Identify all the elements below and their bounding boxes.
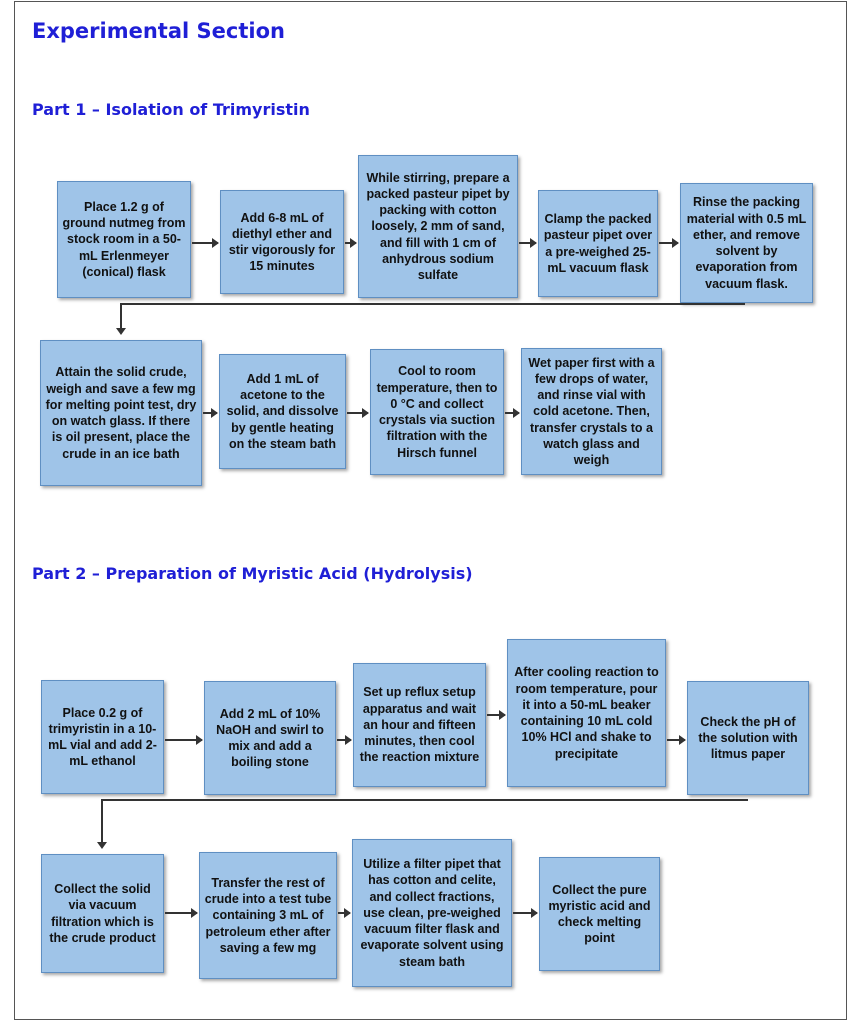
part1-arrow-1-2 [192,242,218,244]
part1-arrow-4-5 [659,242,678,244]
part1-step-5: Rinse the packing material with 0.5 mL ether, and remove solvent by evaporation from vacuum flask. [680,183,813,303]
part2-step-8: Utilize a filter pipet that has cotton and celite, and collect fractions, use clean, pre-weighed vacuum filter flask and evaporate solvent using steam bath [352,839,512,987]
part1-arrow-3-4 [519,242,536,244]
part2-step-6: Collect the solid via vacuum filtration which is the crude product [41,854,164,973]
part1-connector-vertical [120,303,122,329]
part2-connector-horizontal [102,799,748,801]
part1-step-1: Place 1.2 g of ground nutmeg from stock room in a 50-mL Erlenmeyer (conical) flask [57,181,191,298]
part2-connector-vertical [101,799,103,843]
part1-step-7: Add 1 mL of acetone to the solid, and dissolve by gentle heating on the steam bath [219,354,346,469]
part1-step-9: Wet paper first with a few drops of water, and rinse vial with cold acetone. Then, transfer crystals to a watch glass and weigh [521,348,662,475]
part2-step-9: Collect the pure myristic acid and check melting point [539,857,660,971]
part2-arrow-3-4 [487,714,505,716]
part1-step-4: Clamp the packed pasteur pipet over a pre-weighed 25-mL vacuum flask [538,190,658,297]
part2-arrow-1-2 [165,739,202,741]
part1-step-3: While stirring, prepare a packed pasteur pipet by packing with cotton loosely, 2 mm of sand, and fill with 1 cm of anhydrous sodium sulfate [358,155,518,298]
part2-step-4: After cooling reaction to room temperature, pour it into a 50-mL beaker containing 10 mL cold 10% HCl and shake to precipitate [507,639,666,787]
part2-connector-arrowhead [97,842,107,849]
part2-step-3: Set up reflux setup apparatus and wait an hour and fifteen minutes, then cool the reaction mixture [353,663,486,787]
part1-step-2: Add 6-8 mL of diethyl ether and stir vigorously for 15 minutes [220,190,344,294]
part2-step-5: Check the pH of the solution with litmus paper [687,681,809,795]
part1-heading: Part 1 – Isolation of Trimyristin [32,100,310,119]
part1-connector-arrowhead [116,328,126,335]
part1-connector-horizontal [121,303,745,305]
part2-step-2: Add 2 mL of 10% NaOH and swirl to mix and add a boiling stone [204,681,336,795]
part1-arrow-8-9 [505,412,519,414]
part2-arrow-8-9 [513,912,537,914]
part2-arrow-4-5 [667,739,685,741]
part2-arrow-7-8 [338,912,350,914]
part2-arrow-2-3 [337,739,351,741]
part1-arrow-6-7 [203,412,217,414]
part1-arrow-7-8 [347,412,368,414]
part2-step-1: Place 0.2 g of trimyristin in a 10-mL vial and add 2-mL ethanol [41,680,164,794]
page-title: Experimental Section [32,19,285,43]
part2-arrow-6-7 [165,912,197,914]
part1-step-6: Attain the solid crude, weigh and save a few mg for melting point test, dry on watch glass. If there is oil present, place the crude in an ice bath [40,340,202,486]
part1-arrow-2-3 [345,242,356,244]
part2-step-7: Transfer the rest of crude into a test tube containing 3 mL of petroleum ether after saving a few mg [199,852,337,979]
part2-heading: Part 2 – Preparation of Myristic Acid (Hydrolysis) [32,564,473,583]
part1-step-8: Cool to room temperature, then to 0 °C and collect crystals via suction filtration with the Hirsch funnel [370,349,504,475]
